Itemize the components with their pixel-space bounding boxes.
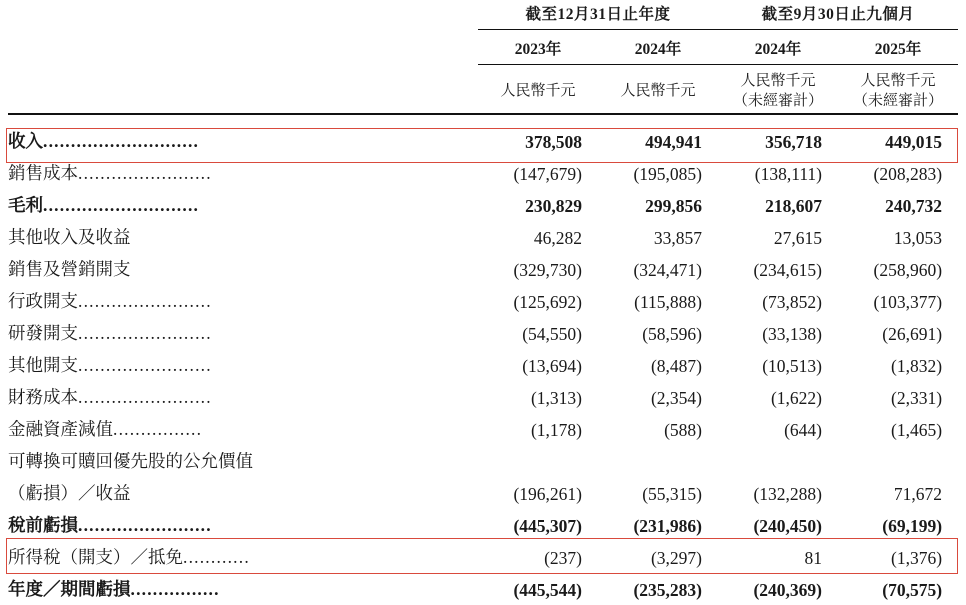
header-spacer-cell [8,114,958,125]
row-label [8,509,478,541]
row-leader-dots: ........................ [78,387,212,407]
header-spacer [8,114,958,125]
row-value-4: 240,732 [885,196,943,216]
table-row [8,381,958,413]
header-group-row [8,0,958,30]
row-value-2: (324,471) [633,260,703,280]
row-value-1 [478,445,598,477]
header-year-2023: 2023年 [478,30,598,65]
row-value-2: (235,283) [633,580,703,600]
row-value-1: 46,282 [533,228,582,248]
table-row [8,285,958,317]
row-label-text: 行政開支 [8,291,78,311]
row-value-4: (258,960) [873,260,943,280]
row-label [8,125,478,157]
table-row [8,221,958,253]
header-unit-4-line1: 人民幣千元 [860,73,936,89]
row-value-3: (644) [784,420,823,440]
row-value-4 [838,445,958,477]
header-blank-cell-3 [8,65,478,113]
row-value-1: (1,178) [530,420,582,440]
row-label-text: 銷售及營銷開支 [8,259,131,279]
row-label-text: 可轉換可贖回優先股的公允價值 [8,451,253,471]
row-label [8,253,478,285]
row-value-2: 299,856 [645,196,703,216]
header-unit-3 [718,65,838,113]
row-value-2: 494,941 [645,132,703,152]
table-row [8,541,958,573]
row-value-1: 378,508 [525,132,582,152]
header-group-annual: 截至12月31日止年度 [478,0,718,30]
row-value-4: (208,283) [873,164,943,184]
row-value-1: 230,829 [525,196,582,216]
row-leader-dots: ........................ [78,323,212,343]
row-value-2: (195,085) [633,164,703,184]
row-label [8,221,478,253]
row-value-3: 81 [804,548,823,568]
row-value-1: (329,730) [513,260,582,280]
row-value-4: 449,015 [885,132,943,152]
row-value-2: (58,596) [642,324,703,344]
row-value-4: (70,575) [882,580,943,600]
header-year-2024-nine: 2024年 [718,30,838,65]
row-value-1: (147,679) [513,164,582,184]
row-value-2: 33,857 [653,228,703,248]
row-leader-dots: ........................ [78,515,212,535]
header-unit-2 [598,65,718,113]
row-leader-dots: ............................ [43,195,200,215]
row-label-text: 其他開支 [8,355,78,375]
header-unit-row [8,65,958,113]
row-label [8,477,478,509]
row-label-text: 財務成本 [8,387,78,407]
table-row [8,253,958,285]
row-label [8,445,478,477]
row-label-text: 年度／期間虧損 [8,579,131,599]
row-leader-dots: ............ [183,547,250,567]
row-value-3: (138,111) [754,164,823,184]
row-leader-dots: ................ [130,579,220,599]
row-value-3: (240,369) [753,580,823,600]
row-value-1: (1,313) [530,388,582,408]
row-value-2 [598,445,718,477]
row-label-text: 毛利 [8,195,43,215]
row-value-3: 218,607 [765,196,823,216]
row-label [8,157,478,189]
header-year-row [8,30,958,65]
header-unit-1-line1: 人民幣千元 [500,83,576,100]
row-value-4: (1,376) [891,548,943,568]
row-leader-dots: ............................ [43,131,200,151]
row-value-4: (2,331) [891,388,943,408]
row-value-1: (237) [544,548,582,568]
row-value-3 [718,445,838,477]
row-label-text: 稅前虧損 [8,515,78,535]
row-label-text: 銷售成本 [8,163,78,183]
header-unit-3-line2: （未經審計） [733,93,824,110]
row-value-3: (234,615) [753,260,823,280]
row-value-4: (26,691) [882,324,943,344]
table-row [8,445,958,477]
row-leader-dots: ........................ [78,355,212,375]
table-row [8,157,958,189]
row-value-1: (196,261) [513,484,582,504]
header-blank-cell [8,0,478,30]
row-label [8,381,478,413]
row-label [8,317,478,349]
table-row [8,509,958,541]
row-value-2: (2,354) [650,388,703,408]
header-unit-3-line1: 人民幣千元 [740,73,816,89]
row-value-2: (115,888) [634,292,703,312]
row-label-text: 金融資產減值 [8,419,113,439]
row-value-3: (132,288) [753,484,823,504]
row-value-2: (3,297) [650,548,703,568]
row-value-1: (445,544) [513,580,582,600]
row-label [8,413,478,445]
header-unit-4-line2: （未經審計） [853,93,944,110]
header-group-ninemonth: 截至9月30日止九個月 [718,0,958,30]
income-statement-table [8,0,958,605]
row-value-3: (33,138) [762,324,823,344]
row-value-3: 27,615 [773,228,823,248]
table-row [8,349,958,381]
row-label-text: 研發開支 [8,323,78,343]
row-value-1: (13,694) [522,356,582,376]
row-value-4: (69,199) [882,516,943,536]
row-label [8,541,478,573]
row-leader-dots: ................ [113,419,203,439]
row-value-1: (125,692) [513,292,582,312]
row-value-4: 71,672 [893,484,943,504]
row-value-4: (1,832) [891,356,943,376]
row-value-2: (231,986) [633,516,703,536]
row-value-3: 356,718 [765,132,823,152]
row-value-4: (103,377) [873,292,943,312]
row-label [8,189,478,221]
row-label-text: （虧損）／收益 [8,483,131,503]
row-value-4: (1,465) [891,420,943,440]
header-unit-1 [478,65,598,113]
header-year-2025-nine: 2025年 [838,30,958,65]
row-value-3: (240,450) [753,516,823,536]
header-blank-cell-2 [8,30,478,65]
header-unit-4 [838,65,958,113]
row-leader-dots: ........................ [78,291,212,311]
row-value-3: (10,513) [762,356,823,376]
row-label-text: 收入 [8,131,43,151]
table-row [8,189,958,221]
row-value-1: (54,550) [522,324,582,344]
row-value-4: 13,053 [893,228,943,248]
table-row [8,317,958,349]
table-row [8,125,958,157]
header-year-2024-annual: 2024年 [598,30,718,65]
row-label [8,285,478,317]
row-label-text: 所得稅（開支）／抵免 [8,547,183,567]
row-value-3: (1,622) [770,388,823,408]
table-row [8,477,958,509]
row-label [8,349,478,381]
row-value-2: (55,315) [642,484,703,504]
row-label-text: 其他收入及收益 [8,227,131,247]
row-value-1: (445,307) [513,516,582,536]
row-value-2: (8,487) [650,356,703,376]
table-row [8,413,958,445]
row-leader-dots: ........................ [78,163,212,183]
row-value-3: (73,852) [762,292,823,312]
header-unit-2-line1: 人民幣千元 [620,83,696,100]
row-value-2: (588) [664,420,703,440]
